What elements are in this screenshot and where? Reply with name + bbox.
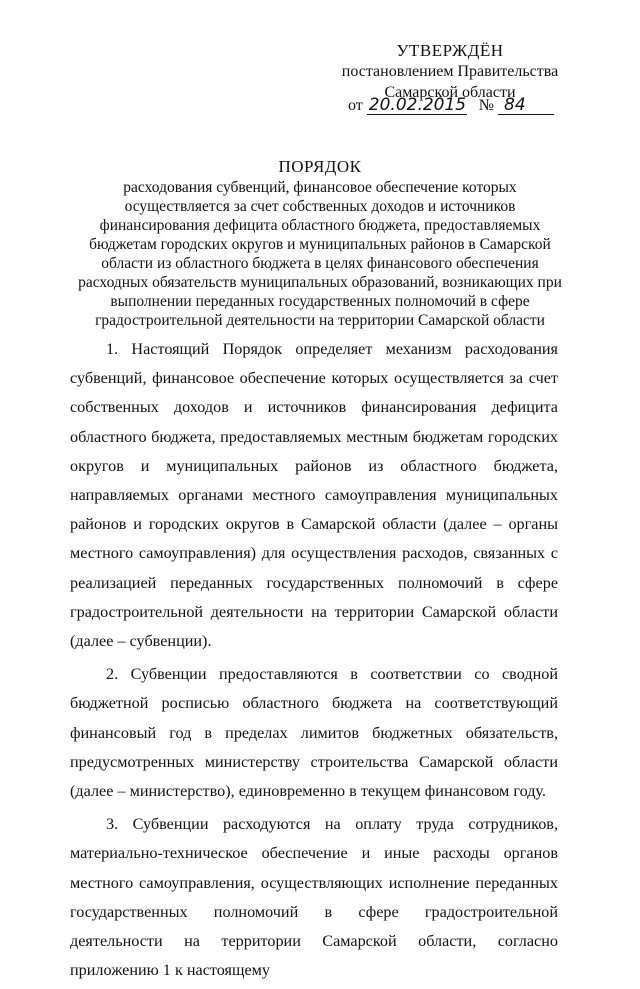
subtitle-line: области из областного бюджета в целях финансового обеспечения <box>101 255 539 272</box>
handwritten-number: 84 <box>498 96 554 115</box>
subtitle-line: градостроительной деятельности на территории Самарской области <box>95 312 545 329</box>
subtitle-line: бюджетам городских округов и муниципальных районов в Самарской <box>89 236 551 253</box>
approval-block <box>330 40 570 103</box>
paragraph-2: 2. Субвенции предоставляются в соответствии со сводной бюджетной росписью областного бюджета на соответствующий финансовый год в пределах лимитов бюджетных обязательств, предусмотренных министерству строительства Самарской области (далее – министерство), единовременно в текущем финансовом году. <box>70 665 558 801</box>
approval-heading: УТВЕРЖДЁН <box>396 41 504 60</box>
subtitle-line: расходных обязательств муниципальных образований, возникающих при <box>78 274 562 291</box>
document-body <box>70 335 558 989</box>
from-label: от <box>348 97 363 114</box>
number-label: № <box>478 97 495 114</box>
paragraph-3: 3. Субвенции расходуются на оплату труда сотрудников, материально-техническое обеспечение и иные расходы органов местного самоуправления, осуществляющих исполнение переданных государственных полномочий в сфере градостроительной деятельности на территории Самарской области, согласно приложению 1 к настоящему <box>70 815 558 980</box>
subtitle-line: выполнении переданных государственных полномочий в сфере <box>110 293 530 310</box>
document-title: ПОРЯДОК <box>278 157 362 176</box>
subtitle-line: расходования субвенций, финансовое обеспечение которых <box>123 179 517 196</box>
approval-line-1: постановлением Правительства <box>341 63 559 80</box>
handwritten-date: 20.02.2015 <box>368 95 467 115</box>
subtitle-line: осуществляется за счет собственных доходов и источников <box>124 198 516 215</box>
subtitle-line: финансирования дефицита областного бюджета, предоставляемых <box>99 217 541 234</box>
title-block <box>70 156 570 330</box>
approval-date-line <box>348 95 588 117</box>
document-subtitle <box>70 178 570 330</box>
approval-line-2: Самарской области <box>384 84 516 101</box>
paragraph-1: 1. Настоящий Порядок определяет механизм расходования субвенций, финансовое обеспечение которых осуществляется за счет собственных доходов и источников финансирования дефицита областного бюджета, предоставляемых местным бюджетам городских округов и муниципальных районов из областного бюджета, направляемых органами местного самоуправления муниципальных районов и городских округов в Самарской области (далее – органы местного самоуправления) для осуществления расходов, связанных с реализацией переданных государственных полномочий в сфере градостроительной деятельности на территории Самарской области (далее – субвенции). <box>70 340 558 651</box>
